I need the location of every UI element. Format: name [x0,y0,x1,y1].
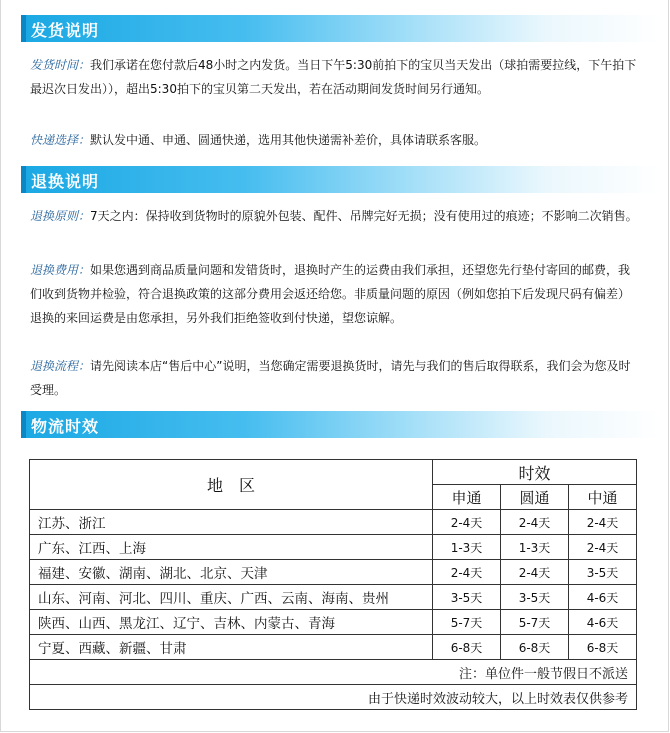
section-title: 物流时效 [31,417,100,436]
section-header-logistics [21,411,661,438]
table-row [30,510,637,535]
return-principle-label: 退换原则： [30,209,91,223]
time-cell: 1-3天 [433,535,501,560]
table-row [30,610,637,635]
header-bar [21,15,661,42]
section-header-shipping [21,15,661,42]
time-cell: 1-3天 [501,535,569,560]
region-cell: 广东、江西、上海 [30,535,433,560]
time-cell: 3-5天 [433,585,501,610]
table-row [30,585,637,610]
time-cell: 2-4天 [501,560,569,585]
table-row [30,535,637,560]
region-cell: 山东、河南、河北、四川、重庆、广西、云南、海南、贵州 [30,585,433,610]
section-title: 退换说明 [31,172,100,191]
courier-row [30,128,640,152]
reference-note: 由于快递时效波动较大，以上时效表仅供参考 [30,685,637,710]
shipping-time-text: 我们承诺在您付款后48小时之内发货。当日下午5:30前拍下的宝贝当天发出（球拍需要拉线，下午拍下最迟次日发出）），超出5:30拍下的宝贝第二天发出，若在活动期间发货时间另行通知。 [30,58,637,96]
time-cell: 5-7天 [501,610,569,635]
return-fee-text: 如果您遇到商品质量问题和发错货时，退换时产生的运费由我们承担，还望您先行垫付寄回的邮费，我们收到货物并检验，符合退换政策的这部分费用会返还给您。非质量问题的原因（例如您拍下后发现尺码有偏差）退换的来回运费是由您承担，另外我们拒绝签收到付快递，望您谅解。 [30,263,631,325]
return-process-label: 退换流程： [30,359,91,373]
courier-header-yto: 圆通 [501,485,569,510]
time-cell: 3-5天 [569,560,637,585]
time-cell: 3-5天 [501,585,569,610]
time-cell: 2-4天 [569,510,637,535]
return-process-text: 请先阅读本店“售后中心”说明，当您确定需要退换货时，请先与我们的售后取得联系，我们会为您及时受理。 [30,359,631,397]
time-cell: 4-6天 [569,585,637,610]
region-cell: 陕西、山西、黑龙江、辽宁、吉林、内蒙古、青海 [30,610,433,635]
courier-header-zto: 中通 [569,485,637,510]
return-fee-label: 退换费用： [30,263,91,277]
header-bar [21,166,661,193]
header-accent [21,411,26,438]
time-cell: 6-8天 [433,635,501,660]
table-row [30,635,637,660]
region-header: 地 区 [30,460,433,510]
header-accent [21,166,26,193]
time-cell: 2-4天 [433,560,501,585]
time-cell: 4-6天 [569,610,637,635]
return-fee-row [30,258,640,330]
time-cell: 6-8天 [569,635,637,660]
courier-text: 默认发中通、申通、圆通快递，选用其他快递需补差价，具体请联系客服。 [90,133,487,147]
time-cell: 2-4天 [501,510,569,535]
time-cell: 5-7天 [433,610,501,635]
section-header-returns [21,166,661,193]
return-principle-text: 7天之内：保持收到货物时的原貌外包装、配件、吊牌完好无损；没有使用过的痕迹；不影响二次销售。 [90,209,638,223]
time-cell: 2-4天 [569,535,637,560]
return-principle-row [30,204,640,228]
note-row [30,685,637,710]
header-bar [21,411,661,438]
courier-label: 快递选择： [30,133,91,147]
delivery-time-table [29,459,637,710]
holiday-note: 注：单位件一般节假日不派送 [30,660,637,685]
region-cell: 江苏、浙江 [30,510,433,535]
note-row [30,660,637,685]
header-accent [21,15,26,42]
region-cell: 宁夏、西藏、新疆、甘肃 [30,635,433,660]
table-row [30,560,637,585]
time-cell: 6-8天 [501,635,569,660]
section-title: 发货说明 [31,21,100,40]
return-process-row [30,354,640,402]
table-header-row [30,460,637,485]
time-cell: 2-4天 [433,510,501,535]
shipping-time-label: 发货时间： [30,58,91,72]
time-header: 时效 [433,460,637,485]
region-cell: 福建、安徽、湖南、湖北、北京、天津 [30,560,433,585]
shipping-time-row [30,53,640,101]
courier-header-sto: 申通 [433,485,501,510]
